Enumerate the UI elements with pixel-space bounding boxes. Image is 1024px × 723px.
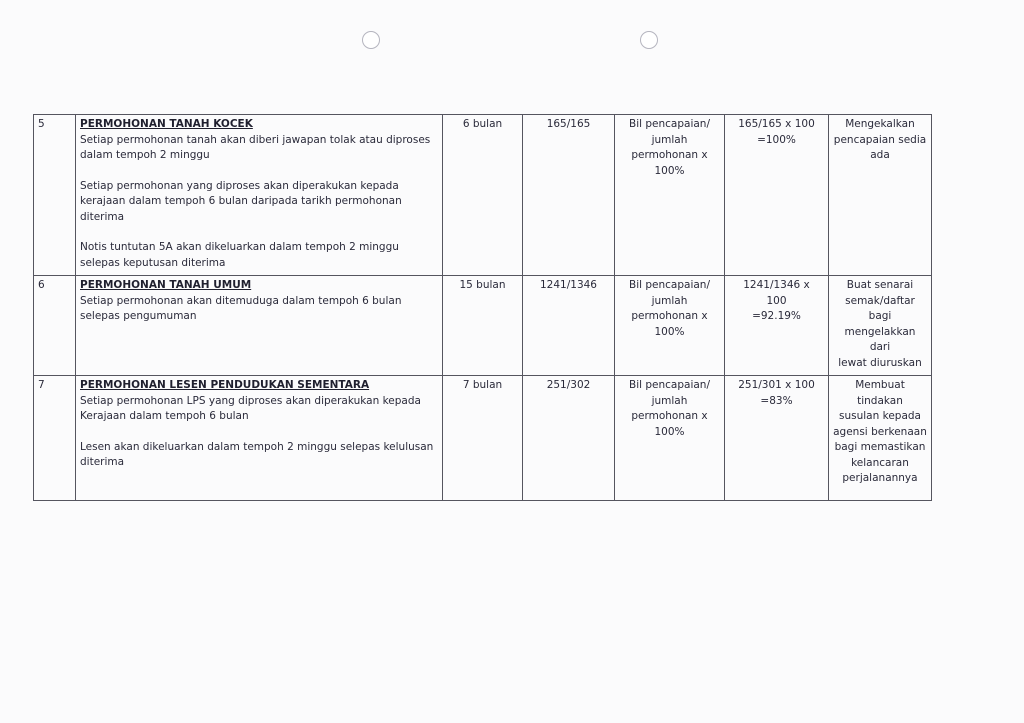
action-line: bagi memastikan (834, 441, 926, 453)
description-cell (76, 115, 443, 276)
table-row (34, 276, 932, 376)
description-paragraph: Setiap permohonan akan ditemuduga dalam tempoh 6 bulan selepas pengumuman (80, 294, 402, 322)
action-line: perjalanannya (842, 472, 918, 484)
row-title: PERMOHONAN LESEN PENDUDUKAN SEMENTARA (80, 379, 370, 391)
row-number: 5 (34, 115, 76, 276)
row-number: 7 (34, 376, 76, 501)
action-line: semak/daftar bagi (845, 294, 915, 322)
result-line: =83% (760, 394, 793, 407)
description-paragraph: Setiap permohonan LPS yang diproses akan diperakukan kepada Kerajaan dalam tempoh 6 bulan (80, 394, 421, 422)
formula-line: jumlah (651, 394, 688, 407)
formula-line: permohonan x (631, 410, 708, 422)
punch-hole-left (362, 31, 380, 49)
achievement-cell (523, 376, 615, 501)
result-line: =100% (757, 133, 796, 146)
formula-line: jumlah (651, 294, 688, 307)
action-line: Buat senarai (846, 279, 914, 291)
description-cell (76, 376, 443, 501)
period-value: 7 bulan (462, 379, 503, 391)
formula-line: Bil pencapaian/ (628, 379, 710, 391)
formula-cell (615, 276, 725, 376)
period-cell (443, 115, 523, 276)
action-cell (829, 276, 932, 376)
result-cell (725, 376, 829, 501)
punch-hole-right (640, 31, 658, 49)
row-title: PERMOHONAN TANAH KOCEK (80, 118, 253, 130)
action-line: pencapaian sedia (833, 133, 927, 146)
achievement-value: 165/165 (546, 118, 591, 130)
result-line: 165/165 x 100 (738, 118, 815, 130)
row-title: PERMOHONAN TANAH UMUM (80, 279, 252, 291)
formula-line: permohonan x (631, 149, 708, 161)
action-line: kelancaran (851, 456, 909, 469)
action-cell (829, 115, 932, 276)
action-line: susulan kepada (839, 410, 921, 422)
period-cell (443, 376, 523, 501)
formula-line: Bil pencapaian/ (628, 118, 710, 130)
description-cell (76, 276, 443, 376)
result-line: 251/301 x 100 (738, 379, 815, 391)
action-line: Membuat tindakan (855, 379, 905, 407)
achievement-cell (523, 276, 615, 376)
table-row (34, 376, 932, 501)
action-line: ada (870, 149, 890, 161)
period-value: 15 bulan (459, 279, 506, 291)
action-cell (829, 376, 932, 501)
result-line: 100 (766, 294, 787, 307)
achievement-cell (523, 115, 615, 276)
period-value: 6 bulan (462, 118, 503, 130)
table-row (34, 115, 932, 276)
achievement-value: 1241/1346 (540, 279, 597, 291)
result-cell (725, 115, 829, 276)
description-paragraph: Setiap permohonan yang diproses akan diperakukan kepada kerajaan dalam tempoh 6 bulan daripada tarikh permohonan diterima (80, 179, 402, 223)
description-paragraph: Lesen akan dikeluarkan dalam tempoh 2 minggu selepas kelulusan diterima (80, 440, 434, 468)
formula-line: Bil pencapaian/ (628, 279, 710, 291)
action-line: Mengekalkan (845, 118, 915, 130)
result-line: 1241/1346 x (743, 279, 810, 291)
formula-line: 100% (654, 425, 685, 438)
formula-cell (615, 376, 725, 501)
action-line: lewat diuruskan (838, 356, 922, 369)
action-line: mengelakkan dari (844, 325, 916, 353)
formula-line: 100% (654, 325, 685, 338)
achievement-value: 251/302 (546, 379, 591, 391)
formula-line: 100% (654, 164, 685, 177)
formula-line: jumlah (651, 133, 688, 146)
period-cell (443, 276, 523, 376)
formula-cell (615, 115, 725, 276)
result-cell (725, 276, 829, 376)
formula-line: permohonan x (631, 310, 708, 322)
action-line: agensi berkenaan (833, 425, 927, 438)
description-paragraph: Notis tuntutan 5A akan dikeluarkan dalam tempoh 2 minggu selepas keputusan diterima (80, 241, 399, 269)
description-paragraph: Setiap permohonan tanah akan diberi jawapan tolak atau diproses dalam tempoh 2 minggu (80, 133, 431, 161)
result-line: =92.19% (752, 310, 801, 322)
service-charter-table (33, 114, 932, 501)
row-number: 6 (34, 276, 76, 376)
